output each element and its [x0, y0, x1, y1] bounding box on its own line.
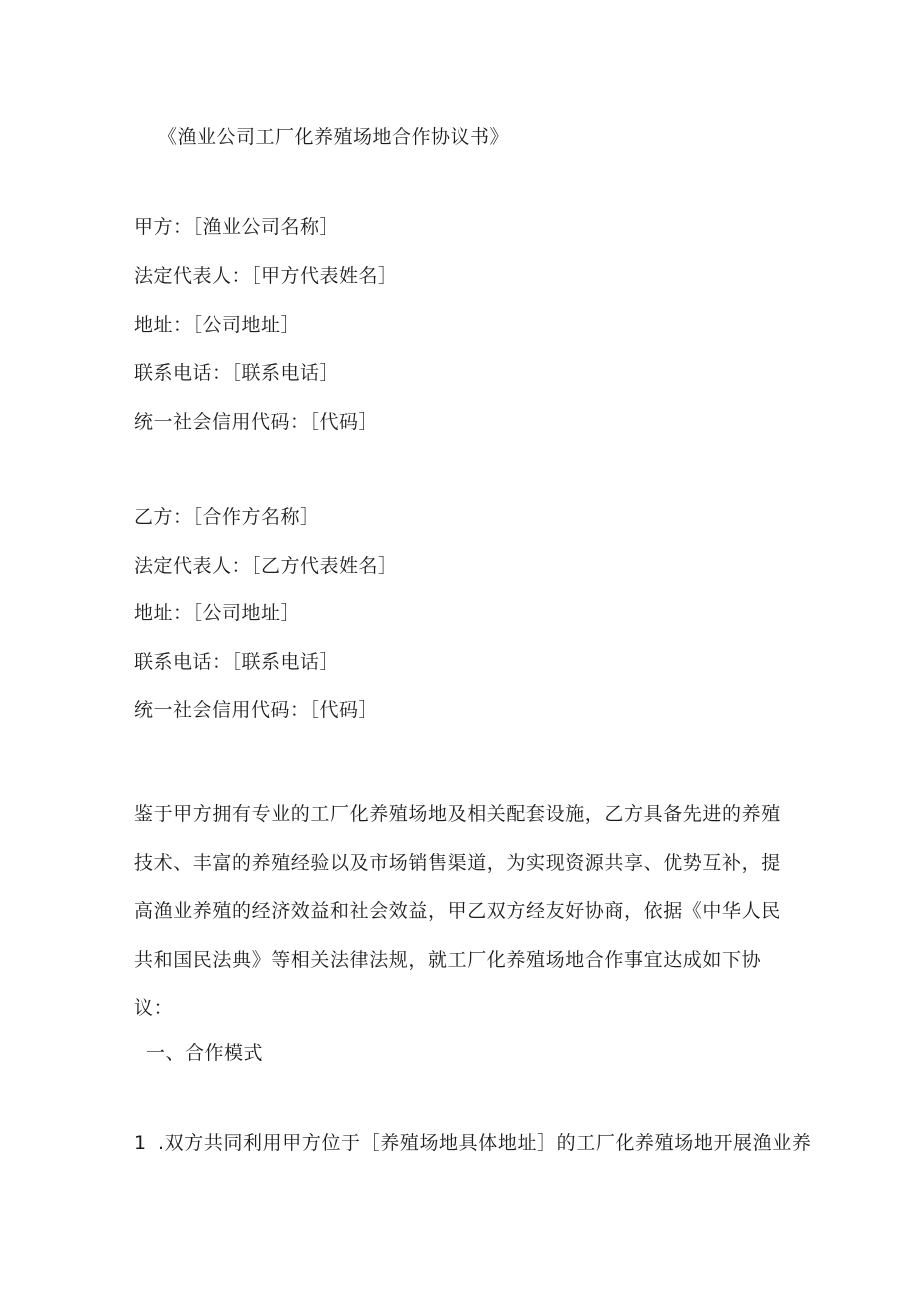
party-a-credit-code: 统一社会信用代码：［代码］ [134, 411, 379, 433]
preamble-paragraph: 鉴于甲方拥有专业的工厂化养殖场地及相关配套设施，乙方具备先进的养殖技术、丰富的养殖经验以及市场销售渠道，为实现资源共享、优势互补，提高渔业养殖的经济效益和社会效益，甲乙双方经友好协商，依据《中华人民共和国民法典》等相关法律法规，就工厂化养殖场地合作事宜达成如下协议： [134, 803, 781, 1019]
party-a-name: 甲方：［渔业公司名称］ [134, 216, 340, 238]
clause-text: .双方共同利用甲方位于［养殖场地具体地址］的工厂化养殖场地开展渔业养 [158, 1132, 812, 1154]
clause-number: 1 [134, 1132, 147, 1154]
party-b-name: 乙方：［合作方名称］ [134, 506, 320, 528]
section-heading-cooperation-mode: 一、合作模式 [146, 1042, 264, 1064]
party-a-representative: 法定代表人：［甲方代表姓名］ [134, 265, 398, 287]
document-title: 《渔业公司工厂化养殖场地合作协议书》 [158, 126, 510, 148]
clause-item [134, 1130, 811, 1156]
party-b-credit-code: 统一社会信用代码：［代码］ [134, 699, 379, 721]
party-b-representative: 法定代表人：［乙方代表姓名］ [134, 555, 398, 577]
party-a-phone: 联系电话：［联系电话］ [134, 362, 340, 384]
party-a-address: 地址：［公司地址］ [134, 314, 301, 336]
party-b-phone: 联系电话：［联系电话］ [134, 651, 340, 673]
party-b-address: 地址：［公司地址］ [134, 602, 301, 624]
